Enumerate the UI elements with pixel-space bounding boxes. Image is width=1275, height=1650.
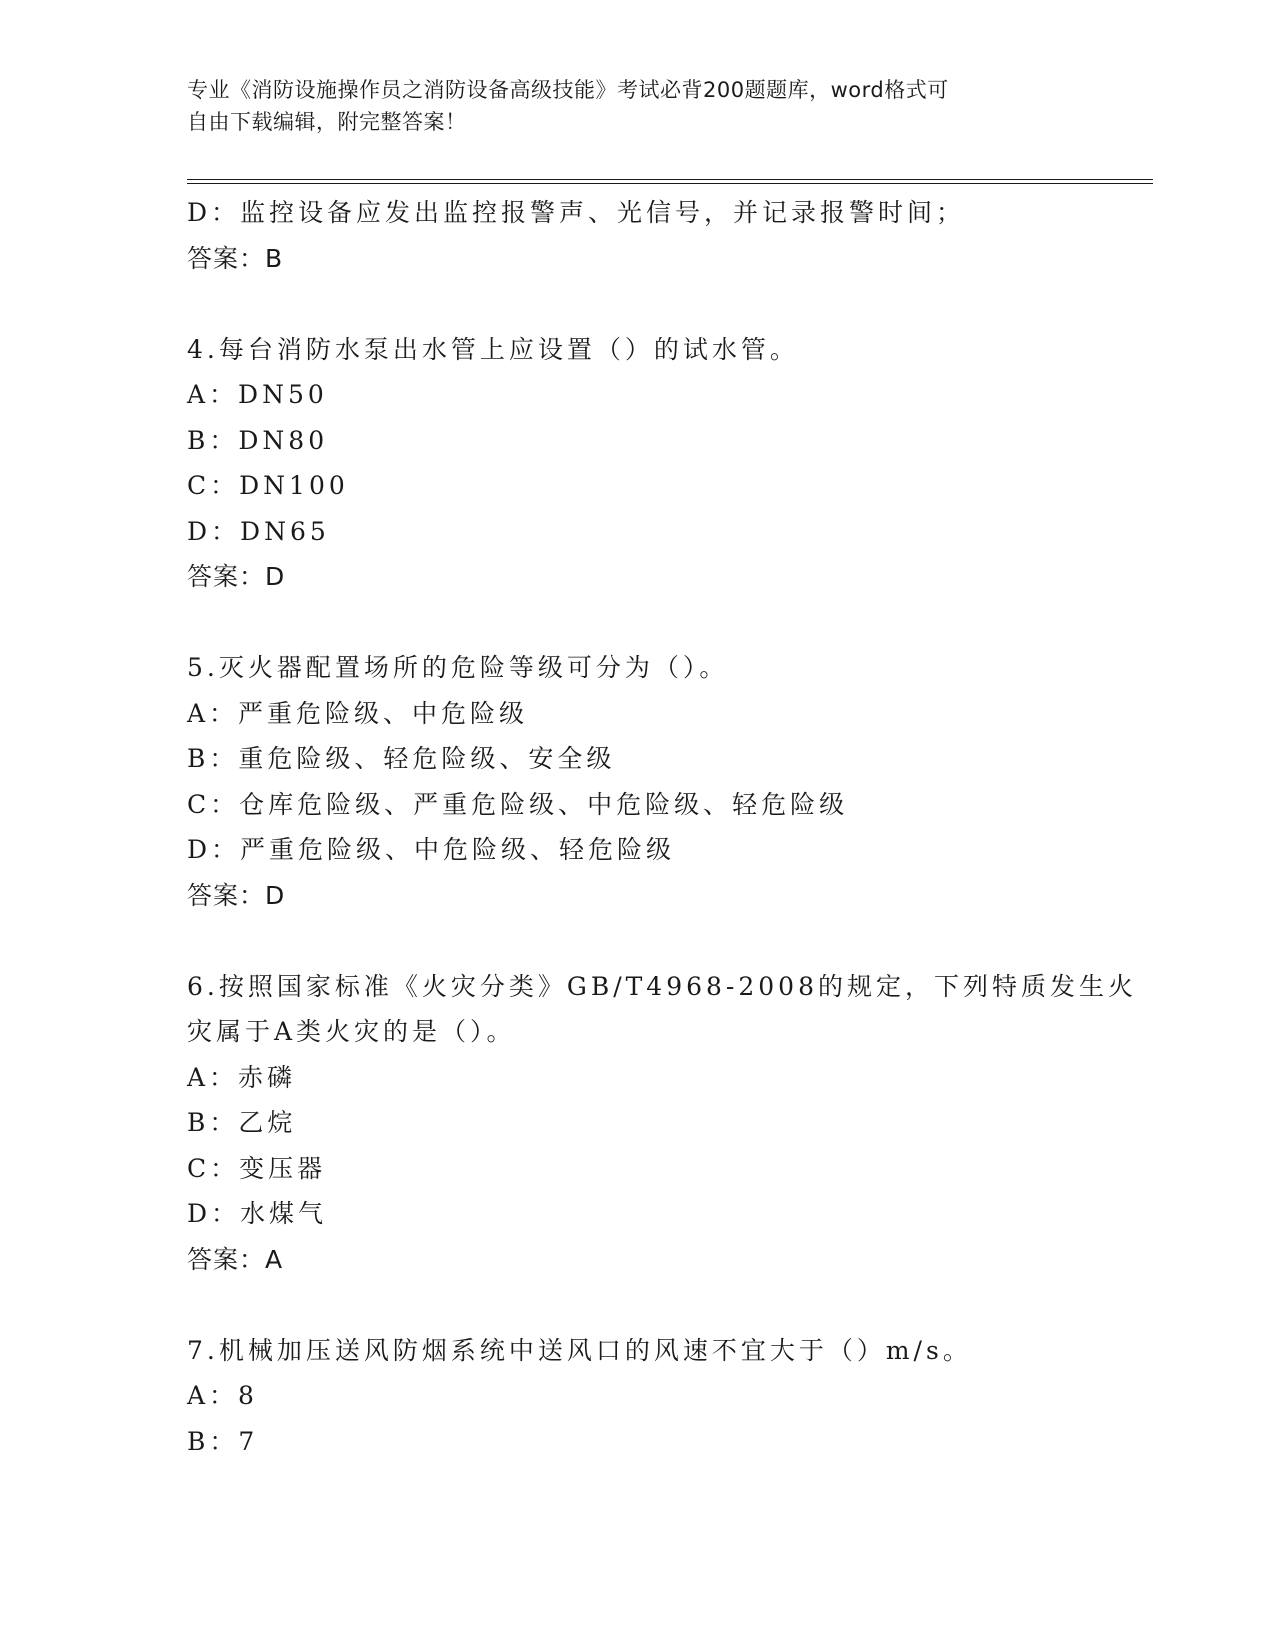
header-divider-top bbox=[187, 179, 1153, 180]
option-d-prev: D：监控设备应发出监控报警声、光信号，并记录报警时间； bbox=[187, 198, 966, 227]
header-line-1: 专业《消防设施操作员之消防设备高级技能》考试必背200题题库，word格式可 bbox=[187, 78, 949, 102]
header-divider-bottom bbox=[187, 183, 1153, 184]
option-a: A：严重危险级、中危险级 bbox=[187, 698, 529, 728]
spacer bbox=[187, 918, 1087, 964]
question-4 bbox=[187, 327, 1087, 600]
question-6 bbox=[187, 964, 1137, 1283]
question-5 bbox=[187, 645, 1087, 918]
answer: 答案：D bbox=[187, 880, 286, 910]
option-d: D：水煤气 bbox=[187, 1199, 328, 1228]
question-text-line-1: 6.按照国家标准《火灾分类》GB/T4968-2008的规定，下列特质发生火 bbox=[187, 971, 1137, 1001]
option-b: B：乙烷 bbox=[187, 1108, 297, 1137]
question-text: 7.机械加压送风防烟系统中送风口的风速不宜大于（）m/s。 bbox=[187, 1335, 972, 1365]
question-list bbox=[187, 190, 1137, 1464]
question-text: 5.灭火器配置场所的危险等级可分为（）。 bbox=[187, 653, 729, 682]
option-c: C：DN100 bbox=[187, 471, 349, 500]
answer: 答案：A bbox=[187, 1244, 284, 1274]
option-d: D：DN65 bbox=[187, 516, 330, 546]
option-b: B：DN80 bbox=[187, 425, 329, 455]
spacer bbox=[187, 281, 1087, 327]
answer: 答案：D bbox=[187, 562, 286, 591]
option-a: A：8 bbox=[187, 1381, 258, 1410]
header-line-2: 自由下载编辑，附完整答案！ bbox=[187, 110, 467, 134]
option-b: B：7 bbox=[187, 1426, 259, 1456]
option-d: D：严重危险级、中危险级、轻危险级 bbox=[187, 835, 676, 864]
spacer bbox=[187, 600, 1087, 646]
spacer bbox=[187, 1282, 1087, 1328]
option-a: A：赤磷 bbox=[187, 1062, 297, 1092]
option-b: B：重危险级、轻危险级、安全级 bbox=[187, 744, 616, 773]
answer-prev: 答案：B bbox=[187, 243, 284, 273]
option-c: C：变压器 bbox=[187, 1153, 327, 1183]
option-c: C：仓库危险级、严重危险级、中危险级、轻危险级 bbox=[187, 789, 849, 819]
question-text: 4.每台消防水泵出水管上应设置（）的试水管。 bbox=[187, 334, 799, 364]
option-a: A：DN50 bbox=[187, 380, 328, 409]
page-header bbox=[187, 74, 1067, 138]
question-7 bbox=[187, 1328, 1087, 1465]
question-text-line-2: 灾属于A类火灾的是（）。 bbox=[187, 1017, 516, 1046]
